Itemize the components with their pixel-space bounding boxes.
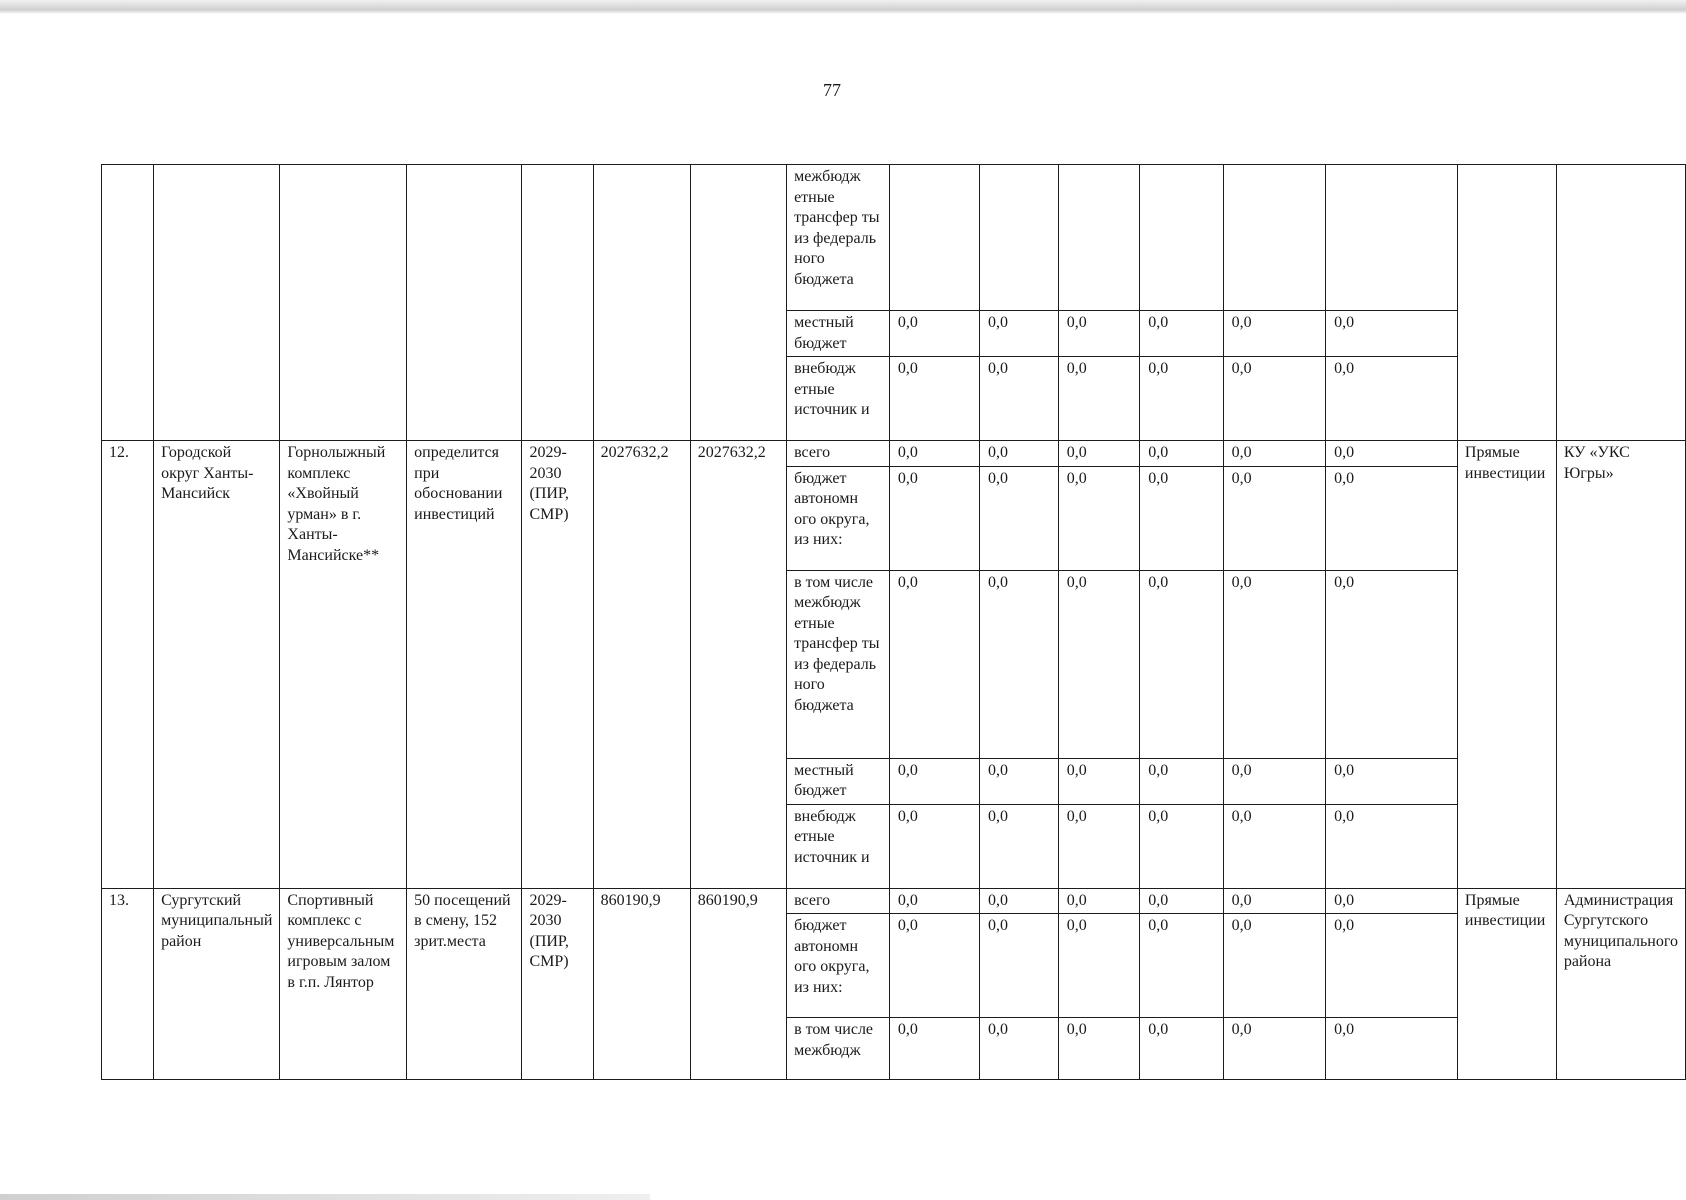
empty-cell [522, 165, 593, 441]
year-value: 0,0 [1326, 1018, 1458, 1080]
year-value [1058, 165, 1140, 311]
source-label: в том числе межбюдж етные трансфер ты из федераль ного бюджета [787, 570, 890, 758]
object-name: Горнолыжный комплекс «Хвойный урман» в г. Ханты-Мансийске** [280, 441, 407, 889]
year-value: 0,0 [1058, 1018, 1140, 1080]
source-label: местный бюджет [787, 758, 890, 804]
year-value: 0,0 [1140, 466, 1223, 570]
year-value: 0,0 [1223, 357, 1325, 441]
year-value: 0,0 [1140, 758, 1223, 804]
year-value: 0,0 [1058, 758, 1140, 804]
year-value: 0,0 [889, 1018, 979, 1080]
source-label: межбюдж етные трансфер ты из федераль ного бюджета [787, 165, 890, 311]
year-value: 0,0 [1140, 441, 1223, 467]
year-value: 0,0 [1326, 311, 1458, 357]
source-label: бюджет автономн ого округа, из них: [787, 466, 890, 570]
entry-number: 13. [102, 888, 154, 1080]
customer: Администрация Сургутского муниципального района [1556, 888, 1685, 1080]
year-value: 0,0 [980, 441, 1059, 467]
cost-total: 860190,9 [593, 888, 690, 1080]
capacity: 50 посещений в смену, 152 зрит.места [407, 888, 522, 1080]
year-value: 0,0 [980, 914, 1059, 1018]
investment-table [101, 164, 1686, 1080]
year-value: 0,0 [889, 441, 979, 467]
source-label: внебюдж етные источник и [787, 804, 890, 888]
page-number: 77 [823, 80, 841, 100]
municipality: Сургутский муниципальный район [154, 888, 280, 1080]
year-value: 0,0 [1223, 1018, 1325, 1080]
year-value: 0,0 [1223, 914, 1325, 1018]
table-row [102, 441, 1686, 467]
year-value: 0,0 [980, 758, 1059, 804]
year-value: 0,0 [1223, 570, 1325, 758]
entry-number: 12. [102, 441, 154, 889]
year-value: 0,0 [980, 804, 1059, 888]
empty-cell [1457, 165, 1556, 441]
year-value: 0,0 [889, 466, 979, 570]
source-label: внебюдж етные источник и [787, 357, 890, 441]
source-label: всего [787, 441, 890, 467]
table-row [102, 888, 1686, 914]
year-value: 0,0 [1326, 466, 1458, 570]
investment-form: Прямые инвестиции [1457, 888, 1556, 1080]
year-value: 0,0 [980, 888, 1059, 914]
year-value: 0,0 [1058, 311, 1140, 357]
year-value [1326, 165, 1458, 311]
empty-cell [1556, 165, 1685, 441]
year-value: 0,0 [1223, 758, 1325, 804]
year-value: 0,0 [1223, 888, 1325, 914]
period: 2029-2030 (ПИР, СМР) [522, 441, 593, 889]
customer: КУ «УКС Югры» [1556, 441, 1685, 889]
object-name: Спортивный комплекс с универсальным игровым залом в г.п. Лянтор [280, 888, 407, 1080]
year-value: 0,0 [889, 888, 979, 914]
year-value: 0,0 [1326, 758, 1458, 804]
year-value: 0,0 [1140, 570, 1223, 758]
year-value: 0,0 [1058, 914, 1140, 1018]
table-body [102, 165, 1686, 1080]
year-value: 0,0 [1058, 441, 1140, 467]
year-value: 0,0 [980, 570, 1059, 758]
year-value: 0,0 [980, 466, 1059, 570]
year-value: 0,0 [1140, 888, 1223, 914]
empty-cell [593, 165, 690, 441]
table-row [102, 165, 1686, 311]
year-value: 0,0 [889, 570, 979, 758]
year-value: 0,0 [1058, 357, 1140, 441]
year-value [1140, 165, 1223, 311]
source-label: бюджет автономн ого округа, из них: [787, 914, 890, 1018]
source-label: местный бюджет [787, 311, 890, 357]
year-value [1223, 165, 1325, 311]
year-value: 0,0 [1223, 441, 1325, 467]
year-value: 0,0 [1223, 311, 1325, 357]
year-value: 0,0 [980, 311, 1059, 357]
year-value: 0,0 [1058, 888, 1140, 914]
empty-cell [102, 165, 154, 441]
capacity: определится при обосновании инвестиций [407, 441, 522, 889]
year-value: 0,0 [1326, 570, 1458, 758]
year-value: 0,0 [1223, 804, 1325, 888]
year-value: 0,0 [1058, 804, 1140, 888]
empty-cell [280, 165, 407, 441]
year-value: 0,0 [889, 311, 979, 357]
year-value [980, 165, 1059, 311]
year-value: 0,0 [889, 804, 979, 888]
period: 2029-2030 (ПИР, СМР) [522, 888, 593, 1080]
year-value: 0,0 [1326, 914, 1458, 1018]
cost-remaining: 2027632,2 [690, 441, 786, 889]
year-value: 0,0 [980, 1018, 1059, 1080]
empty-cell [690, 165, 786, 441]
investment-form: Прямые инвестиции [1457, 441, 1556, 889]
year-value: 0,0 [1140, 357, 1223, 441]
empty-cell [407, 165, 522, 441]
scan-edge-top [0, 0, 1686, 14]
year-value: 0,0 [980, 357, 1059, 441]
year-value: 0,0 [1326, 804, 1458, 888]
year-value: 0,0 [1058, 570, 1140, 758]
year-value: 0,0 [889, 914, 979, 1018]
source-label: в том числе межбюдж [787, 1018, 890, 1080]
year-value: 0,0 [1326, 357, 1458, 441]
year-value: 0,0 [1140, 1018, 1223, 1080]
year-value: 0,0 [1140, 914, 1223, 1018]
municipality: Городской округ Ханты-Мансийск [154, 441, 280, 889]
year-value: 0,0 [1326, 888, 1458, 914]
year-value [889, 165, 979, 311]
year-value: 0,0 [1058, 466, 1140, 570]
year-value: 0,0 [889, 758, 979, 804]
cost-total: 2027632,2 [593, 441, 690, 889]
year-value: 0,0 [1140, 311, 1223, 357]
year-value: 0,0 [889, 357, 979, 441]
year-value: 0,0 [1326, 441, 1458, 467]
year-value: 0,0 [1223, 466, 1325, 570]
year-value: 0,0 [1140, 804, 1223, 888]
source-label: всего [787, 888, 890, 914]
empty-cell [154, 165, 280, 441]
cost-remaining: 860190,9 [690, 888, 786, 1080]
scan-edge-bottom [0, 1194, 650, 1200]
